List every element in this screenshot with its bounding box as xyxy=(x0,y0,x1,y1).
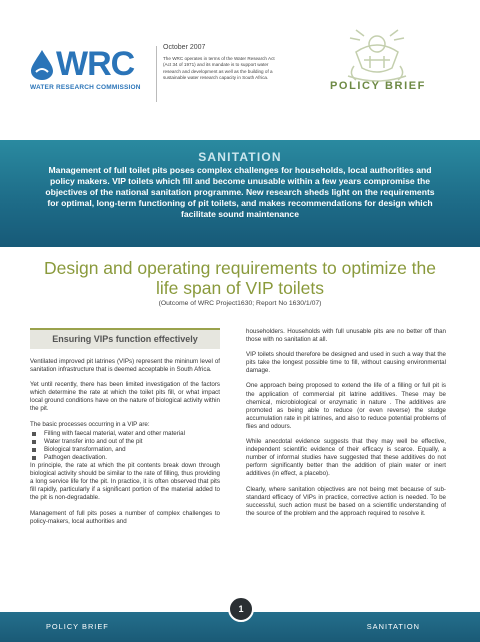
page-number: 1 xyxy=(228,596,254,622)
article-title: Design and operating requirements to optimize the life span of VIP toilets xyxy=(43,258,437,298)
wrc-logo xyxy=(26,46,146,96)
paragraph: Ventilated improved pit latrines (VIPs) represent the mininum level of sanitation infrastructure that is deemed acceptable in South Africa. xyxy=(30,358,220,374)
paragraph: Management of full pits poses a number of complex challenges to policy-makers, local authorities and xyxy=(30,509,220,525)
footer-right-label: SANITATION xyxy=(366,622,420,631)
logo-text: WRC xyxy=(56,45,135,83)
paragraph: householders. Households with full unusable pits are no better off than those with no sanitation at all. xyxy=(246,328,446,344)
list-item: Filling with faecal material, water and other material xyxy=(30,430,220,438)
paragraph: While anecdotal evidence suggests that they may well be effective, independent scientific evidence of their efficacy is scarce. Equally, a number of informal studies have suggested that these additives do not perform significantly better than the addition of plain water or inert additives (in effect, a placebo). xyxy=(246,438,446,478)
paragraph: VIP toilets should therefore be designed and used in such a way that the pits take the longest possible time to fill, without causing environmental damage. xyxy=(246,351,446,375)
policy-brief-label: POLICY BRIEF xyxy=(329,80,426,92)
logo-subtitle: WATER RESEARCH COMMISSION xyxy=(30,84,141,91)
footer-left-label: POLICY BRIEF xyxy=(46,622,109,631)
left-column xyxy=(30,328,220,533)
list-item: Biological transformation, and xyxy=(30,446,220,454)
paragraph: Yet until recently, there has been limited investigation of the factors which determine the rate at which the toilet pits fill, or what impact local ground conditions have on the nature of biological activity within the pit. xyxy=(30,381,220,413)
paragraph: One approach being proposed to extend the life of a filling or full pit is the application of commercial pit latrine additives. These may be chemical, microbiological or enzymatic in nature . The additives are promoted as being able to reduce (or even reverse) the sludge accumulation rate in pit latrines, and also to reduce potential problems of flies and odours. xyxy=(246,382,446,430)
section-heading: Ensuring VIPs function effectively xyxy=(52,334,198,344)
banner-title: SANITATION xyxy=(198,150,282,164)
publication-date: October 2007 xyxy=(163,44,206,51)
list-item: Pathogen deactivation. xyxy=(30,454,220,462)
wrc-intro: The WRC operates in terms of the Water Research Act (Act 34 of 1971) and its mandate is to support water research and development as well as the building of a sustainable water research capacity in South Africa. xyxy=(163,56,275,81)
section-heading-box xyxy=(30,328,220,349)
summary-banner xyxy=(0,140,480,247)
paragraph: The basic processes occurring in a VIP are: xyxy=(30,420,150,428)
process-list xyxy=(30,430,220,462)
article-subtitle: (Outcome of WRC Project1630; Report No 1630/1/07) xyxy=(158,300,322,307)
water-drop-icon xyxy=(28,48,56,80)
divider xyxy=(156,46,157,102)
right-column xyxy=(246,328,446,525)
header xyxy=(0,0,480,142)
banner-text: Management of full toilet pits poses complex challenges for households, local authorities and policy makers. VIP toilets which fill and become unusable within a few years compromise the objectives of the national sanitation programme. New research sheds light on the requirements for optimal, long-term functioning of pit toilets, and makes recommendations for design which facilitate sound maintenance xyxy=(45,165,435,219)
paragraph: Clearly, where sanitation objectives are not being met because of sub-standard efficacy of VIPs in practice, corrective action is needed. To be successful, such action must be based on a scientific understanding of the source of the problem and the approach required to resolve it. xyxy=(246,485,446,517)
paragraph: In principle, the rate at which the pit contents break down through biological activity should be similar to the rate of filling, thus providing a long service life for the pit. In practice, it is often observed that pits fill rapidly, particularly if a significant portion of the material added to the pit is non-degradable. xyxy=(30,462,220,502)
list-item: Water transfer into and out of the pit xyxy=(30,438,220,446)
